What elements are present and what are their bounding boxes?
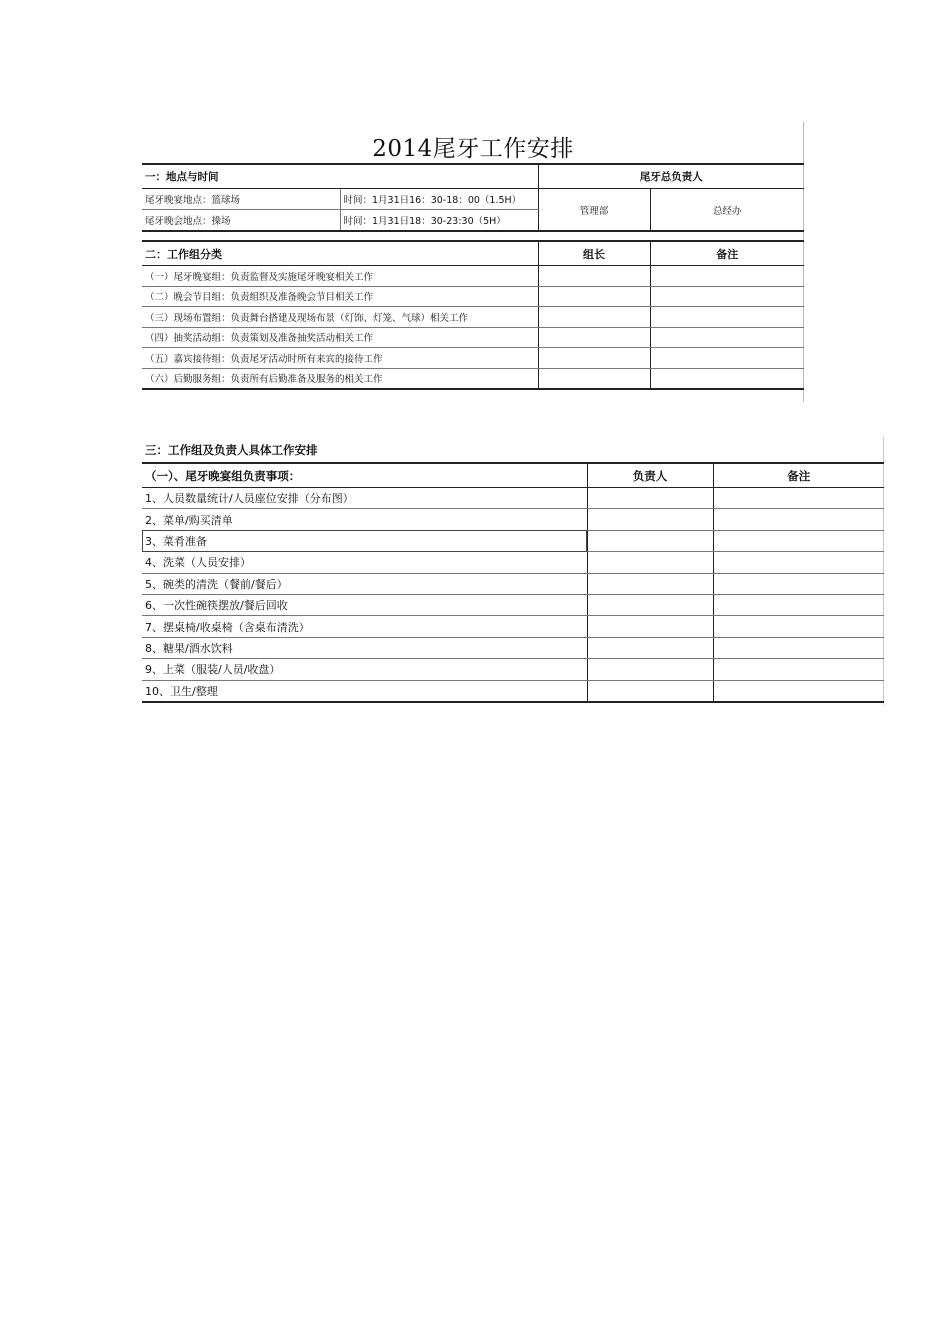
table-row xyxy=(142,509,884,530)
table-row xyxy=(142,488,884,509)
owner-cell[interactable] xyxy=(587,509,713,530)
owner-cell[interactable] xyxy=(587,530,713,551)
owner-cell[interactable] xyxy=(587,488,713,509)
note-cell[interactable] xyxy=(713,616,884,637)
section3-header[interactable]: 三：工作组及负责人具体工作安排 xyxy=(142,437,884,463)
group-cell[interactable]: （四）抽奖活动组：负责策划及准备抽奖活动相关工作 xyxy=(142,327,538,348)
owner-cell[interactable] xyxy=(587,573,713,594)
group-cell[interactable]: （一）尾牙晚宴组：负责监督及实施尾牙晚宴相关工作 xyxy=(142,266,538,287)
venue-party[interactable]: 尾牙晚会地点：操场 xyxy=(142,210,340,232)
note-cell[interactable] xyxy=(713,659,884,680)
group-table xyxy=(142,240,804,390)
note-cell[interactable] xyxy=(713,637,884,658)
table-row xyxy=(142,463,884,488)
note-cell[interactable] xyxy=(713,509,884,530)
group-cell[interactable]: （三）现场布置组：负责舞台搭建及现场布景（灯饰、灯笼、气球）相关工作 xyxy=(142,307,538,328)
table-row xyxy=(142,368,804,389)
office-cell[interactable]: 总经办 xyxy=(650,189,804,232)
owner-cell[interactable] xyxy=(587,659,713,680)
table-row xyxy=(142,327,804,348)
note-cell[interactable] xyxy=(650,368,804,389)
table-row xyxy=(142,594,884,615)
task-cell[interactable]: 2、菜单/购买清单 xyxy=(142,509,587,530)
leader-cell[interactable] xyxy=(538,266,650,287)
section3-subheader[interactable]: （一）、尾牙晚宴组负责事项： xyxy=(142,463,587,488)
table-row xyxy=(142,437,884,463)
task-sheet xyxy=(142,437,884,705)
table-row xyxy=(142,189,804,210)
section1-header-right[interactable]: 尾牙总负责人 xyxy=(538,164,804,189)
note-cell[interactable] xyxy=(713,680,884,702)
note-cell[interactable] xyxy=(713,552,884,573)
task-cell[interactable]: 8、糖果/酒水饮料 xyxy=(142,637,587,658)
note-cell[interactable] xyxy=(650,266,804,287)
note-cell[interactable] xyxy=(650,307,804,328)
section2-header[interactable]: 二：工作组分类 xyxy=(142,241,538,266)
note-cell[interactable] xyxy=(650,286,804,307)
owner-cell[interactable] xyxy=(587,680,713,702)
schedule-sheet xyxy=(142,122,804,402)
col-owner[interactable]: 负责人 xyxy=(587,463,713,488)
col-leader[interactable]: 组长 xyxy=(538,241,650,266)
table-row xyxy=(142,530,884,551)
time-dinner[interactable]: 时间：1月31日16：30-18：00（1.5H） xyxy=(340,189,538,210)
section1-header[interactable]: 一：地点与时间 xyxy=(142,164,538,189)
task-cell[interactable]: 5、碗类的清洗（餐前/餐后） xyxy=(142,573,587,594)
note-cell[interactable] xyxy=(713,530,884,551)
dept-cell[interactable]: 管理部 xyxy=(538,189,650,232)
task-cell-selected[interactable]: 3、菜肴准备 xyxy=(142,530,587,551)
owner-cell[interactable] xyxy=(587,552,713,573)
task-cell[interactable]: 7、摆桌椅/收桌椅（含桌布清洗） xyxy=(142,616,587,637)
task-cell[interactable]: 9、上菜（服装/人员/收盘） xyxy=(142,659,587,680)
owner-cell[interactable] xyxy=(587,594,713,615)
owner-cell[interactable] xyxy=(587,637,713,658)
group-cell[interactable]: （二）晚会节目组：负责组织及准备晚会节目相关工作 xyxy=(142,286,538,307)
table-row xyxy=(142,164,804,189)
table-row xyxy=(142,680,884,702)
note-cell[interactable] xyxy=(713,573,884,594)
task-cell[interactable]: 10、卫生/整理 xyxy=(142,680,587,702)
col-note[interactable]: 备注 xyxy=(713,463,884,488)
task-cell[interactable]: 1、人员数量统计/人员座位安排（分布图） xyxy=(142,488,587,509)
col-note[interactable]: 备注 xyxy=(650,241,804,266)
table-row xyxy=(142,286,804,307)
leader-cell[interactable] xyxy=(538,286,650,307)
task-cell[interactable]: 6、一次性碗筷摆放/餐后回收 xyxy=(142,594,587,615)
note-cell[interactable] xyxy=(650,327,804,348)
note-cell[interactable] xyxy=(713,488,884,509)
leader-cell[interactable] xyxy=(538,307,650,328)
leader-cell[interactable] xyxy=(538,368,650,389)
page-title: 2014尾牙工作安排 xyxy=(372,136,574,162)
venue-dinner[interactable]: 尾牙晚宴地点：篮球场 xyxy=(142,189,340,210)
location-time-table xyxy=(142,163,804,232)
table-row xyxy=(142,616,884,637)
note-cell[interactable] xyxy=(650,348,804,369)
table-row xyxy=(142,637,884,658)
table-row xyxy=(142,266,804,287)
owner-cell[interactable] xyxy=(587,616,713,637)
table-row xyxy=(142,307,804,328)
group-cell[interactable]: （五）嘉宾接待组：负责尾牙活动时所有来宾的接待工作 xyxy=(142,348,538,369)
task-cell[interactable]: 4、洗菜（人员安排） xyxy=(142,552,587,573)
time-party[interactable]: 时间：1月31日18：30-23:30（5H） xyxy=(340,210,538,232)
leader-cell[interactable] xyxy=(538,348,650,369)
table-row xyxy=(142,659,884,680)
table-row xyxy=(142,348,804,369)
dinner-task-table xyxy=(142,437,884,703)
note-cell[interactable] xyxy=(713,594,884,615)
table-row xyxy=(142,241,804,266)
group-cell[interactable]: （六）后勤服务组：负责所有后勤准备及服务的相关工作 xyxy=(142,368,538,389)
leader-cell[interactable] xyxy=(538,327,650,348)
table-row xyxy=(142,552,884,573)
table-row xyxy=(142,573,884,594)
